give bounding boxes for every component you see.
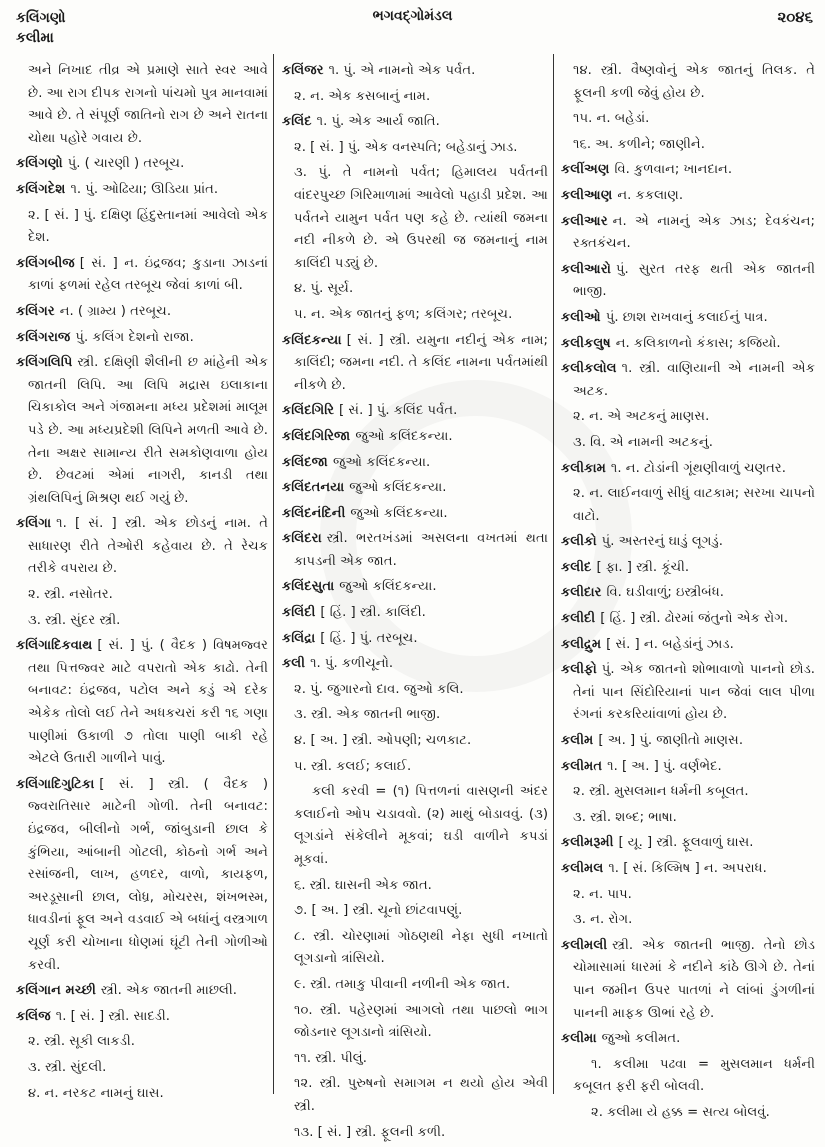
headword: કલિંગરાજ bbox=[16, 329, 71, 345]
definition-text: ન. એ નામનું એક ઝાડ; દેવકંચન; રક્તકંચન. bbox=[573, 213, 815, 252]
definition-text: ૨. ન. એક કસબાનું નામ. bbox=[294, 88, 431, 104]
definition-text: ૩. પું. તે નામનો પર્વત; હિમાલય પર્વતની વાંદરપુચ્છ ગિરિમાળામાં આવેલો પહાડી પ્રદેશ. આ પર્વતને યામુન પર્વત પણ કહે છે. ત્યાંથી જમના નદી નીકળે છે. એ ઉપરથી જ જમનાનું નામ કાલિંદી પડ્યું છે. bbox=[294, 165, 548, 271]
definition-text: ૨. ન. એ અટકનું માણસ. bbox=[573, 409, 710, 425]
dictionary-entry bbox=[282, 426, 548, 449]
dictionary-entry bbox=[561, 211, 815, 256]
definition-text: સ્ત્રી. ભરતખંડમાં અસલના વખતમાં થતા કાપડની એક જાત. bbox=[294, 531, 548, 569]
definition-text: ૨. સ્ત્રી. નસોતર. bbox=[28, 587, 113, 603]
dictionary-entry bbox=[16, 513, 268, 581]
definition-text: [ ફા. ] સ્ત્રી. કૂંચી. bbox=[596, 559, 690, 575]
dictionary-entry bbox=[561, 582, 815, 605]
definition-text: ૧. પું. કળીચૂનો. bbox=[310, 656, 394, 672]
definition-text: ૧૧. સ્ત્રી. પીલું. bbox=[294, 1050, 367, 1066]
definition-text: ૩. વિ. એ નામની અટકનું. bbox=[573, 434, 713, 450]
sense-entry bbox=[561, 807, 815, 830]
headword: કલીકો bbox=[561, 534, 597, 550]
definition-text: [ હિં. ] સ્ત્રી. ઢોરમાં જંતુનો એક રોગ. bbox=[600, 611, 789, 627]
sense-entry bbox=[282, 304, 548, 327]
dictionary-entry bbox=[16, 301, 268, 324]
dictionary-entry bbox=[282, 452, 548, 475]
sense-entry bbox=[282, 1048, 548, 1071]
dictionary-entry bbox=[561, 730, 815, 753]
dictionary-entry bbox=[16, 327, 268, 350]
guide-word-first: કલિંગણો bbox=[16, 10, 66, 26]
sense-entry bbox=[282, 1073, 548, 1118]
definition-text: ૯. સ્ત્રી. તમાકુ પીવાની નળીની એક જાત. bbox=[294, 976, 511, 992]
sense-entry bbox=[282, 704, 548, 727]
dictionary-entry bbox=[561, 333, 815, 356]
dictionary-entry bbox=[561, 634, 815, 657]
headword: કલીદ bbox=[561, 559, 592, 575]
definition-text: જુઓ કલિંદકન્યા. bbox=[339, 579, 437, 595]
headword: કલીમરૂમી bbox=[561, 835, 614, 851]
definition-text: જુઓ કલીમત. bbox=[601, 1031, 681, 1047]
headword: કલિંદસુતા bbox=[282, 579, 335, 595]
headword: કલીફો bbox=[561, 662, 597, 678]
dictionary-entry bbox=[561, 756, 815, 779]
definition-text: પું. સુરત તરફ થતી એક જાતની ભાજી. bbox=[573, 261, 815, 300]
dictionary-entry bbox=[282, 602, 548, 625]
definition-text: ૧૨. સ્ત્રી. પુરુષનો સમાગમ ન થયો હોય એવી સ્ત્રી. bbox=[294, 1076, 548, 1114]
sense-entry bbox=[282, 756, 548, 779]
sense-entry bbox=[16, 1031, 268, 1054]
sense-entry bbox=[561, 884, 815, 907]
dictionary-entry bbox=[561, 858, 815, 881]
definition-text: ૧૦. સ્ત્રી. પહેરણમાં આગલો તથા પાછલો ભાગ જોડનાર લૂગડાનો ત્રાંસિયો. bbox=[294, 1002, 548, 1041]
dictionary-entry bbox=[561, 307, 815, 330]
definition-text: જુઓ કલિંદકન્યા. bbox=[355, 428, 453, 444]
definition-text: [ સં. ] ન. ઇંદ્રજવ; કુડાના ઝાડનાં કાળાં ફળમાં રહેલ તરબૂચ જેવાં કાળાં બી. bbox=[28, 255, 268, 294]
headword: કલીકલુષ bbox=[561, 335, 611, 351]
definition-text: [ સં. ] પું. કલિંદ પર્વત. bbox=[339, 403, 458, 419]
definition-text: ૪. ન. નરકટ નામનું ઘાસ. bbox=[28, 1085, 164, 1101]
headword: કલિંગલિપિ bbox=[16, 355, 73, 371]
headword: કલીઆરો bbox=[561, 261, 611, 277]
dictionary-entry bbox=[282, 477, 548, 500]
dictionary-entry bbox=[561, 458, 815, 481]
definition-text: ૩. સ્ત્રી. સુંદલી. bbox=[28, 1059, 107, 1075]
sense-entry bbox=[282, 730, 548, 753]
headword: કલીદાર bbox=[561, 585, 602, 601]
definition-text: ૩. સ્ત્રી. સુંદર સ્ત્રી. bbox=[28, 612, 121, 628]
headword: કલિંદગિરિજા bbox=[282, 428, 351, 444]
sense-entry bbox=[561, 781, 815, 804]
headword: કલીઆર bbox=[561, 213, 608, 229]
definition-text: ૩. સ્ત્રી. શબ્દ; ભાષા. bbox=[573, 809, 677, 825]
sense-entry bbox=[561, 134, 815, 157]
dictionary-entry bbox=[561, 259, 815, 304]
dictionary-entry bbox=[561, 159, 815, 182]
dictionary-entry bbox=[561, 531, 815, 554]
headword: કલિંગણો bbox=[16, 156, 63, 172]
dictionary-entry bbox=[282, 330, 548, 398]
sense-entry bbox=[282, 278, 548, 301]
dictionary-entry bbox=[561, 659, 815, 727]
idiom-entry bbox=[561, 1102, 815, 1125]
definition-text: અને નિખાદ તીવ્ર એ પ્રમાણે સાતે સ્વર આવે છે. આ રાગ દીપક રાગનો પાંચમો પુત્ર માનવામાં આવે છે. તે સંપૂર્ણ જાતિનો રાગ છે અને રાતના ચોથા પહોરે ગવાય છે. bbox=[28, 63, 268, 146]
column-2 bbox=[282, 60, 548, 1147]
definition-text: ૧૫. ન. બહેડાં. bbox=[573, 111, 650, 127]
headword: કલિંગર bbox=[16, 303, 55, 319]
dictionary-entry bbox=[282, 60, 548, 83]
sense-entry bbox=[282, 900, 548, 923]
sense-entry bbox=[282, 679, 548, 702]
headword: કલિંજર bbox=[282, 63, 324, 78]
definition-text: [ સં. ] સ્ત્રી. યમુના નદીનું એક નામ; કાલિંદી; જમના નદી. તે કલિંદ નામના પર્વતમાંથી નીકળે છે. bbox=[294, 332, 548, 393]
sense-entry bbox=[282, 86, 548, 109]
sense-entry bbox=[282, 1000, 548, 1045]
headword: કલિંગાદિગુટિકા bbox=[16, 776, 95, 792]
dictionary-entry bbox=[16, 980, 268, 1003]
headword: કલીમલ bbox=[561, 861, 604, 876]
definition-text: ૧. [ સં. ] સ્ત્રી. એક છોડનું નામ. તે સાધારણ રીતે તેઓરી કહેવાય છે. તે રેચક તરીકે વપરાય છે. bbox=[28, 516, 268, 577]
sense-entry bbox=[561, 432, 815, 455]
dictionary-entry bbox=[561, 1028, 815, 1051]
dictionary-entry bbox=[282, 576, 548, 599]
definition-text: ન. કલિકાળનો કંકાસ; કજિયો. bbox=[615, 335, 781, 351]
definition-text: સ્ત્રી. દક્ષિણી શૈલીની છ માંહેની એક જાતની લિપિ. આ લિપિ મદ્રાસ ઇલાકાના ચિકાકોલ અને ગંજામના મધ્ય પ્રદેશમાં માલૂમ પડે છે. આ મધ્યપ્રદેશી લિપિને મળતી આવે છે. તેના અક્ષર સામાન્ય રીતે સમકોણવાળા હોય છે. છેવટમાં એમાં નાગરી, કાનડી તથા ગ્રંથલિપિનું મિશ્રણ થઈ ગયું છે. bbox=[28, 355, 268, 506]
definition-text: ૪. [ અ. ] સ્ત્રી. ઓપણી; ચળકાટ. bbox=[294, 733, 472, 749]
definition-text: [ હિં. ] પું. તરબૂચ. bbox=[320, 630, 418, 646]
definition-text: ૧. પું. એક આર્ય જાતિ. bbox=[316, 114, 440, 130]
definition-text: [ અ. ] પું. જાણીતો માણસ. bbox=[598, 733, 744, 749]
idiom-entry bbox=[282, 781, 548, 871]
dictionary-entry bbox=[561, 185, 815, 208]
dictionary-entry bbox=[16, 774, 268, 977]
sense-entry bbox=[561, 60, 815, 105]
dictionary-entry bbox=[16, 179, 268, 202]
headword: કલીઆણ bbox=[561, 187, 613, 203]
dictionary-entry bbox=[16, 1006, 268, 1029]
sense-entry bbox=[16, 610, 268, 633]
dictionary-entry bbox=[282, 503, 548, 526]
headword: કલિંગા bbox=[16, 516, 52, 532]
definition-text: ૧૬. અ. કળીને; જાણીને. bbox=[573, 136, 705, 152]
definition-text: સ્ત્રી. એક જાતની ભાજી. તેનો છોડ ચોમાસામાં ધારમાં કે નદીને કાંઠે ઊગે છે. તેનાં પાન જમીન ઉપર પાતળાં ને લાંબાં ડુંગળીનાં પાનની માફક ઊભાં રહે છે. bbox=[573, 937, 815, 1021]
dictionary-entry bbox=[16, 352, 268, 510]
sense-entry bbox=[561, 483, 815, 528]
headword: કલિંગાન મચ્છી bbox=[16, 983, 96, 999]
sense-entry bbox=[16, 1057, 268, 1080]
definition-text: વિ. કુળવાન; ખાનદાન. bbox=[614, 162, 733, 178]
definition-text: પું. અસ્તરનું ઘાડું લૂગડું. bbox=[601, 534, 723, 550]
column-3 bbox=[561, 60, 815, 1128]
definition-text: ૧૩. [ સં. ] સ્ત્રી. ફૂલની કળી. bbox=[294, 1124, 446, 1140]
definition-text: ૧. [ સં. ] સ્ત્રી. સાદડી. bbox=[55, 1008, 170, 1024]
headword: કલિંદનંદિની bbox=[282, 505, 346, 521]
definition-text: ૨. [ સં. ] પું. એક વનસ્પતિ; બહેડાનું ઝાડ. bbox=[294, 139, 518, 155]
definition-text: [ હિં. ] સ્ત્રી. કાલિંદી. bbox=[320, 605, 426, 621]
dictionary-entry bbox=[561, 358, 815, 403]
definition-text: ૫. સ્ત્રી. કલઈ; કલાઈ. bbox=[294, 758, 412, 774]
sense-entry bbox=[16, 205, 268, 250]
definition-text: પું. છાશ રાખવાનું કલાઈનું પાત્ર. bbox=[605, 309, 768, 325]
definition-text: [ યૂ. ] સ્ત્રી. ફૂલવાળું ઘાસ. bbox=[618, 835, 754, 851]
column-1 bbox=[16, 60, 268, 1108]
definition-text: પું. એક જાતનો શોભાવાળો પાનનો છોડ. તેનાં પાન સિંદોરિયાનાં પાન જેવાં લાલ પીળા રંગનાં કરકરિયાંવાળાં હોય છે. bbox=[573, 662, 815, 723]
dictionary-entry bbox=[16, 253, 268, 298]
sense-entry bbox=[16, 60, 268, 150]
headword: કલીમ bbox=[561, 733, 594, 749]
headword: કલિંદ bbox=[282, 114, 312, 130]
headword: કલિંદતનયા bbox=[282, 480, 345, 496]
headword: કલિંગદેશ bbox=[16, 181, 66, 197]
definition-text: જુઓ કલિંદકન્યા. bbox=[332, 454, 431, 470]
headword: કલીમા bbox=[561, 1031, 597, 1047]
headword: કલીમત bbox=[561, 758, 603, 774]
headword: કલીકામ bbox=[561, 460, 606, 476]
definition-text: ૨. સ્ત્રી. સૂકી લાકડી. bbox=[28, 1034, 135, 1050]
page-number: ૨૦૪૬ bbox=[777, 8, 813, 26]
headword: કલીદ્રુમ bbox=[561, 636, 602, 652]
headword: કલિંદ્રા bbox=[282, 630, 316, 646]
dictionary-entry bbox=[282, 528, 548, 573]
definition-text: ૮. સ્ત્રી. ચોરણામાં ગોઠણથી નેફા સુધી નખાતો લૂગડાનો ત્રાંસિયો. bbox=[294, 928, 548, 967]
headword: કલીઓ bbox=[561, 309, 601, 325]
dictionary-entry bbox=[16, 635, 268, 771]
definition-text: પું. કલિંગ દેશનો રાજા. bbox=[75, 329, 194, 345]
definition-text: [ સં. ] પું. ( વૈદક ) વિષમજ્વર તથા પિત્તજ્વર માટે વપરાતો એક કાઢો. તેની બનાવટ: ઇંદ્રજવ, પટોલ અને કડું એ દરેક એકેક તોલો લઈ તેને અધકચરાં કરી ૧૬ ગણા પાણીમાં ઉકાળી ૭ તોલા પાણી બાકી રહે એટલે ઉતારી ગાળીને પાવું. bbox=[28, 638, 268, 767]
headword: કલિંદકન્યા bbox=[282, 332, 342, 348]
definition-text: ૧. પું. ઓઢિયા; ઊડિયા પ્રાંત. bbox=[70, 181, 219, 197]
headword: કલિંગબીજ bbox=[16, 255, 75, 271]
definition-text: ન. કકલાણ. bbox=[617, 187, 684, 203]
sense-entry bbox=[561, 406, 815, 429]
definition-text: જુઓ કલિંદકન્યા. bbox=[350, 505, 448, 521]
page-title: ભગવદ્ગોમંડલ bbox=[372, 8, 453, 24]
definition-text: ૪. પું. સૂર્ય. bbox=[294, 281, 354, 297]
definition-text: ૧૪. સ્ત્રી. વૈષ્ણવોનું એક જાતનું તિલક. તે ફૂલની કળી જેવું હોય છે. bbox=[573, 63, 815, 101]
dictionary-entry bbox=[282, 111, 548, 134]
headword: કલિંદરા bbox=[282, 531, 322, 547]
definition-text: ૨. ન. પાપ. bbox=[573, 886, 632, 902]
definition-text: ૧. પું. એ નામનો એક પર્વત. bbox=[328, 63, 476, 78]
definition-text: ૫. ન. એક જાતનું ફળ; કલિંગર; તરબૂચ. bbox=[294, 306, 513, 322]
definition-text: ૩. ન. રોગ. bbox=[573, 912, 633, 928]
definition-text: ૧. ન. ટોડાંની ગૂંથણીવાળું ચણતર. bbox=[610, 460, 786, 476]
definition-text: કલી કરવી = (૧) પિત્તળનાં વાસણની અંદર કલાઈનો ઓપ ચડાવવો. (૨) માથું બોડાવવું. (૩) લૂગડાંને સંકેલીને મૂકવાં; ઘડી વાળીને કપડાં મૂકવાં. bbox=[294, 784, 548, 867]
definition-text: વિ. ઘડીવાળું; ઇસ્ત્રીબંધ. bbox=[606, 585, 724, 601]
dictionary-entry bbox=[282, 653, 548, 676]
headword: કલીદી bbox=[561, 611, 596, 627]
headword: કલિંગાદિકવાથ bbox=[16, 638, 93, 654]
definition-text: ૭. [ અ. ] સ્ત્રી. ચૂનો છાંટવાપણું. bbox=[294, 903, 463, 919]
definition-text: સ્ત્રી. એક જાતની માછલી. bbox=[100, 983, 237, 999]
sense-entry bbox=[282, 926, 548, 971]
headword: કલીમલી bbox=[561, 937, 608, 953]
definition-text: [ સં. ] ન. બહેડાંનું ઝાડ. bbox=[606, 636, 734, 652]
headword: કલી bbox=[282, 656, 306, 672]
definition-text: ૨. સ્ત્રી. મુસલમાન ધર્મની કબૂલત. bbox=[573, 784, 749, 800]
headword: કલિંદગિરિ bbox=[282, 403, 335, 419]
sense-entry bbox=[16, 584, 268, 607]
definition-text: ૧. સ્ત્રી. વાણિયાની એ નામની એક અટક. bbox=[573, 361, 815, 399]
guide-word-last: કલીમા bbox=[16, 30, 54, 46]
dictionary-entry bbox=[282, 628, 548, 651]
definition-text: ૨. પું. જુગારનો દાવ. જુઓ કલિ. bbox=[294, 681, 464, 697]
dictionary-entry bbox=[561, 608, 815, 631]
headword: કલિંદી bbox=[282, 605, 316, 621]
definition-text: [ સં. ] સ્ત્રી. ( વૈદક ) જ્વરાતિસાર માટેની ગોળી. તેની બનાવટ: ઇંદ્રજવ, બીલીનો ગર્ભ, જાંબુડાની છાલ કે કુંભિયા, આંબાની ગોટલી, કોઠનો ગર્ભ અને રસાંજની, લાખ, હળદર, વાળો, કાયફળ, અરડૂસાની છાલ, લોધ્ર, મોચરસ, શંખભસ્મ, ધાવડીનાં ફૂલ અને વડવાઈ એ બધાંનું વસ્ત્રગાળ ચૂર્ણ કરી ચોખાના ધોણમાં ઘૂંટી તેની ગોળીઓ કરવી. bbox=[28, 776, 268, 973]
sense-entry bbox=[282, 1122, 548, 1145]
dictionary-entry bbox=[561, 832, 815, 855]
definition-text: ૨. ન. લાઈનવાળું સીધું વાટકામ; સરખા ચાપનો વાટો. bbox=[573, 486, 815, 524]
definition-text: પું. ( ચારણી ) તરબૂચ. bbox=[67, 156, 185, 172]
definition-text: ૩. સ્ત્રી. એક જાતની ભાજી. bbox=[294, 707, 441, 723]
sense-entry bbox=[282, 875, 548, 898]
idiom-entry bbox=[561, 1054, 815, 1099]
definition-text: ૧. [ સં. કિલ્મિષ ] ન. અપરાધ. bbox=[608, 861, 767, 876]
headword: કલિંજ bbox=[16, 1008, 51, 1024]
dictionary-entry bbox=[561, 935, 815, 1025]
dictionary-entry bbox=[561, 557, 815, 580]
sense-entry bbox=[561, 909, 815, 932]
headword: કલીકલોલ bbox=[561, 361, 617, 377]
sense-entry bbox=[282, 162, 548, 275]
headword: કલીંઅણ bbox=[561, 162, 610, 178]
column-divider bbox=[273, 54, 274, 1094]
definition-text: ૨. [ સં. ] પું. દક્ષિણ હિંદુસ્તાનમાં આવેલો એક દેશ. bbox=[28, 207, 268, 246]
dictionary-entry bbox=[16, 153, 268, 176]
definition-text: ૧. [ અ. ] પું. વર્ણભેદ. bbox=[607, 758, 722, 774]
sense-entry bbox=[282, 137, 548, 160]
definition-text: ૧. કલીમા પઢવા = મુસલમાન ધર્મની કબૂલત ફરી ફરી બોલવી. bbox=[573, 1056, 815, 1095]
sense-entry bbox=[282, 974, 548, 997]
sense-entry bbox=[561, 108, 815, 131]
headword: કલિંદજા bbox=[282, 454, 328, 470]
column-divider bbox=[553, 54, 554, 1094]
definition-text: જુઓ કલિંદકન્યા. bbox=[349, 480, 447, 496]
definition-text: ન. ( ગ્રામ્ય ) તરબૂચ. bbox=[59, 303, 172, 319]
dictionary-entry bbox=[282, 400, 548, 423]
definition-text: ૨. કલીમા યે હક્ક = સત્ય બોલવું. bbox=[591, 1104, 770, 1120]
definition-text: ૬. સ્ત્રી. ઘાસની એક જાત. bbox=[294, 877, 432, 893]
